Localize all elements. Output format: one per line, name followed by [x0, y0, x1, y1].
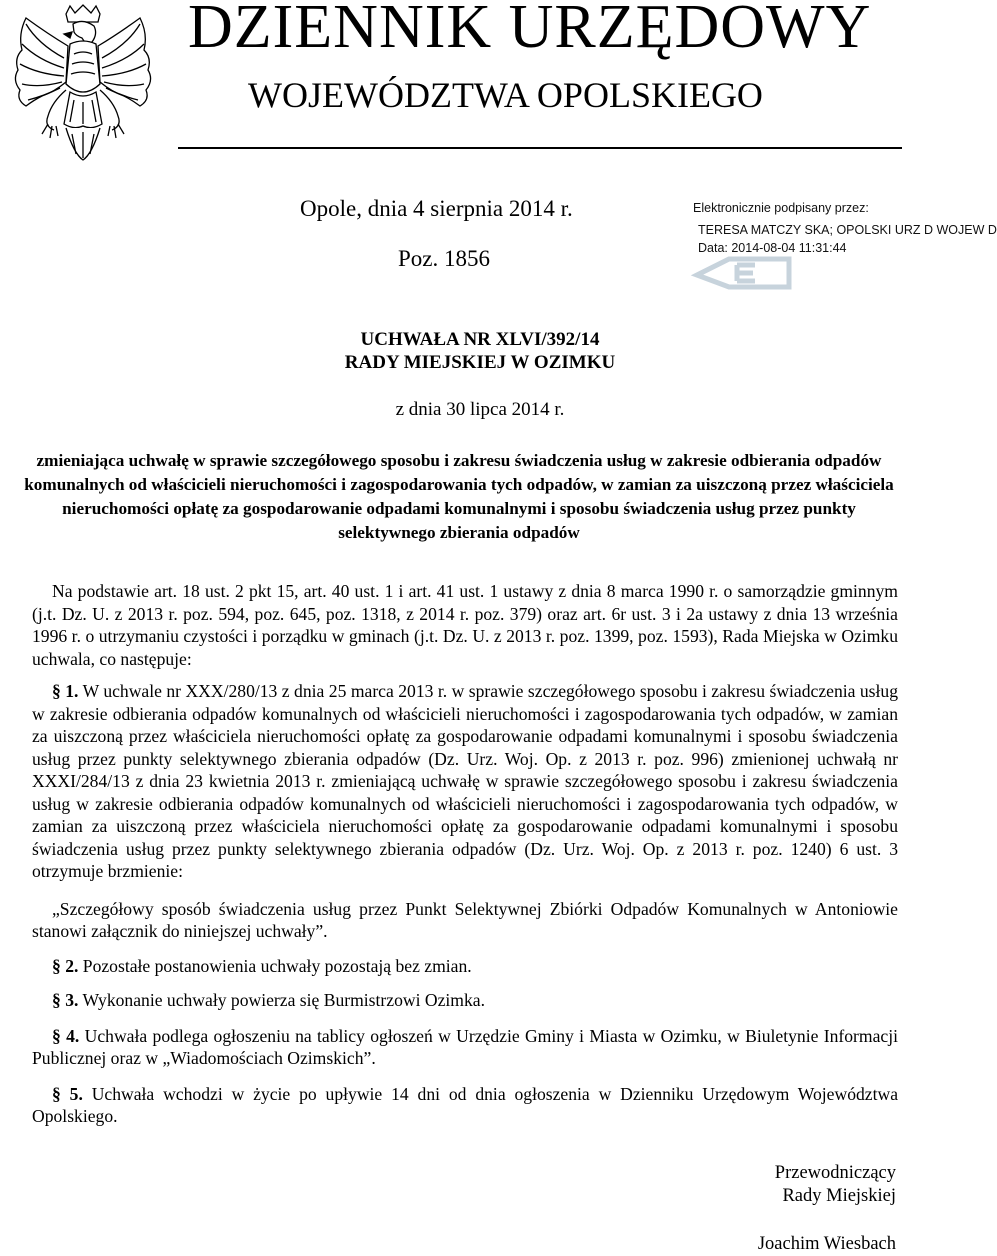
signature-date: Data: 2014-08-04 11:31:44	[698, 241, 847, 255]
signature-signer: TERESA MATCZY SKA; OPOLSKI URZ D WOJEW D	[698, 223, 997, 237]
resolution-subject: zmieniająca uchwałę w sprawie szczegółowego sposobu i zakresu świadczenia usług w zakresie odbierania odpadów komunalnych od właścicieli nieruchomości i zagospodarowania tych odpadów, w zamian za uiszczoną przez właściciela nieruchomości opłatę za gospodarowanie odpadami komunalnymi i sposobu świadczenia usług przez punkty selektywnego zbierania odpadów	[24, 451, 894, 542]
resolution-title: UCHWAŁA NR XLVI/392/14	[360, 329, 600, 350]
signatory-name: Joachim Wiesbach	[757, 1234, 896, 1254]
amended-text-quote: „Szczegółowy sposób świadczenia usług przez Punkt Selektywnej Zbiórki Odpadów Komunalnych w Antoniowie stanowi załącznik do niniejszej uchwały”.	[32, 898, 898, 941]
header-divider	[178, 147, 902, 149]
legal-basis-paragraph: Na podstawie art. 18 ust. 2 pkt 15, art. 40 ust. 1 i art. 41 ust. 1 ustawy z dnia 8 marca 1990 r. o samorządzie gminnym (j.t. Dz. U. z 2013 r. poz. 594, poz. 645, poz. 1318, z 2014 r. poz. 379) oraz art. 6r ust. 3 i 2a ustawy z dnia 13 września 1996 r. o utrzymaniu czystości i porządku w gminach (j.t. Dz. U. z 2013 r. poz. 1399, poz. 1593), Rada Miejska w Ozimku uchwala, co następuje:	[32, 581, 898, 669]
position-number: Poz. 1856	[398, 246, 490, 271]
polish-eagle-emblem-icon	[8, 4, 158, 164]
resolution-body	[32, 580, 898, 1128]
paragraph-5-mark: § 5.	[52, 1083, 83, 1104]
paragraph-1-mark: § 1.	[52, 681, 79, 701]
paragraph-3	[32, 989, 898, 1012]
paragraph-3-mark: § 3.	[52, 990, 79, 1010]
signatory-block	[758, 1162, 896, 1256]
paragraph-5	[32, 1083, 898, 1128]
paragraph-2-mark: § 2.	[52, 955, 79, 976]
resolution-date: z dnia 30 lipca 2014 r.	[395, 399, 565, 420]
paragraph-1	[32, 680, 898, 883]
signature-label: Elektronicznie podpisany przez:	[693, 201, 869, 215]
signature-stamp-icon	[693, 251, 793, 291]
paragraph-4-text: Uchwała podlega ogłoszeniu na tablicy ogłoszeń w Urzędzie Gminy i Miasta w Ozimku, w Biuletynie Informacji Publicznej oraz w „Wiadomościach Ozimskich”.	[32, 1025, 898, 1068]
paragraph-2-text: Pozostałe postanowienia uchwały pozostają bez zmian.	[78, 955, 472, 976]
paragraph-1-text: W uchwale nr XXX/280/13 z dnia 25 marca 2013 r. w sprawie szczegółowego sposobu i zakresu świadczenia usług w zakresie odbierania odpadów komunalnych od właścicieli nieruchomości i zagospodarowania tych odpadów, w zamian za uiszczoną przez właściciela nieruchomości opłatę za gospodarowanie odpadami komunalnymi i sposobu świadczenia usług przez punkty selektywnego zbierania odpadów (Dz. Urz. Woj. Op. z 2013 r. poz. 996) zmienionej uchwałą nr XXXI/284/13 z dnia 23 kwietnia 2013 r. zmieniającą uchwałę w sprawie szczegółowego sposobu i zakresu świadczenia usług w zakresie odbierania odpadów komunalnych od właścicieli nieruchomości i zagospodarowania tych odpadów, w zamian za uiszczoną przez właściciela nieruchomości opłatę za gospodarowanie odpadami komunalnymi i sposobu świadczenia usług przez punkty selektywnego zbierania odpadów (Dz. Urz. Woj. Op. z 2013 r. poz. 1240) 6 ust. 3 otrzymuje brzmienie:	[32, 681, 899, 881]
signatory-role-line1: Przewodniczący	[774, 1163, 896, 1183]
paragraph-3-text: Wykonanie uchwały powierza się Burmistrzowi Ozimka.	[78, 990, 485, 1010]
paragraph-4-mark: § 4.	[52, 1025, 80, 1046]
resolution-council: RADY MIEJSKIEJ W OZIMKU	[344, 352, 616, 373]
signatory-role-line2: Rady Miejskiej	[782, 1186, 896, 1206]
publication-date: Opole, dnia 4 sierpnia 2014 r.	[300, 196, 573, 221]
gazette-title: DZIENNIK URZĘDOWY	[188, 0, 872, 61]
paragraph-4	[32, 1025, 898, 1070]
paragraph-2	[32, 955, 898, 978]
paragraph-5-text: Uchwała wchodzi w życie po upływie 14 dni od dnia ogłoszenia w Dzienniku Urzędowym Województwa Opolskiego.	[32, 1083, 899, 1126]
gazette-subtitle: WOJEWÓDZTWA OPOLSKIEGO	[248, 75, 763, 115]
electronic-signature-block	[693, 201, 997, 291]
